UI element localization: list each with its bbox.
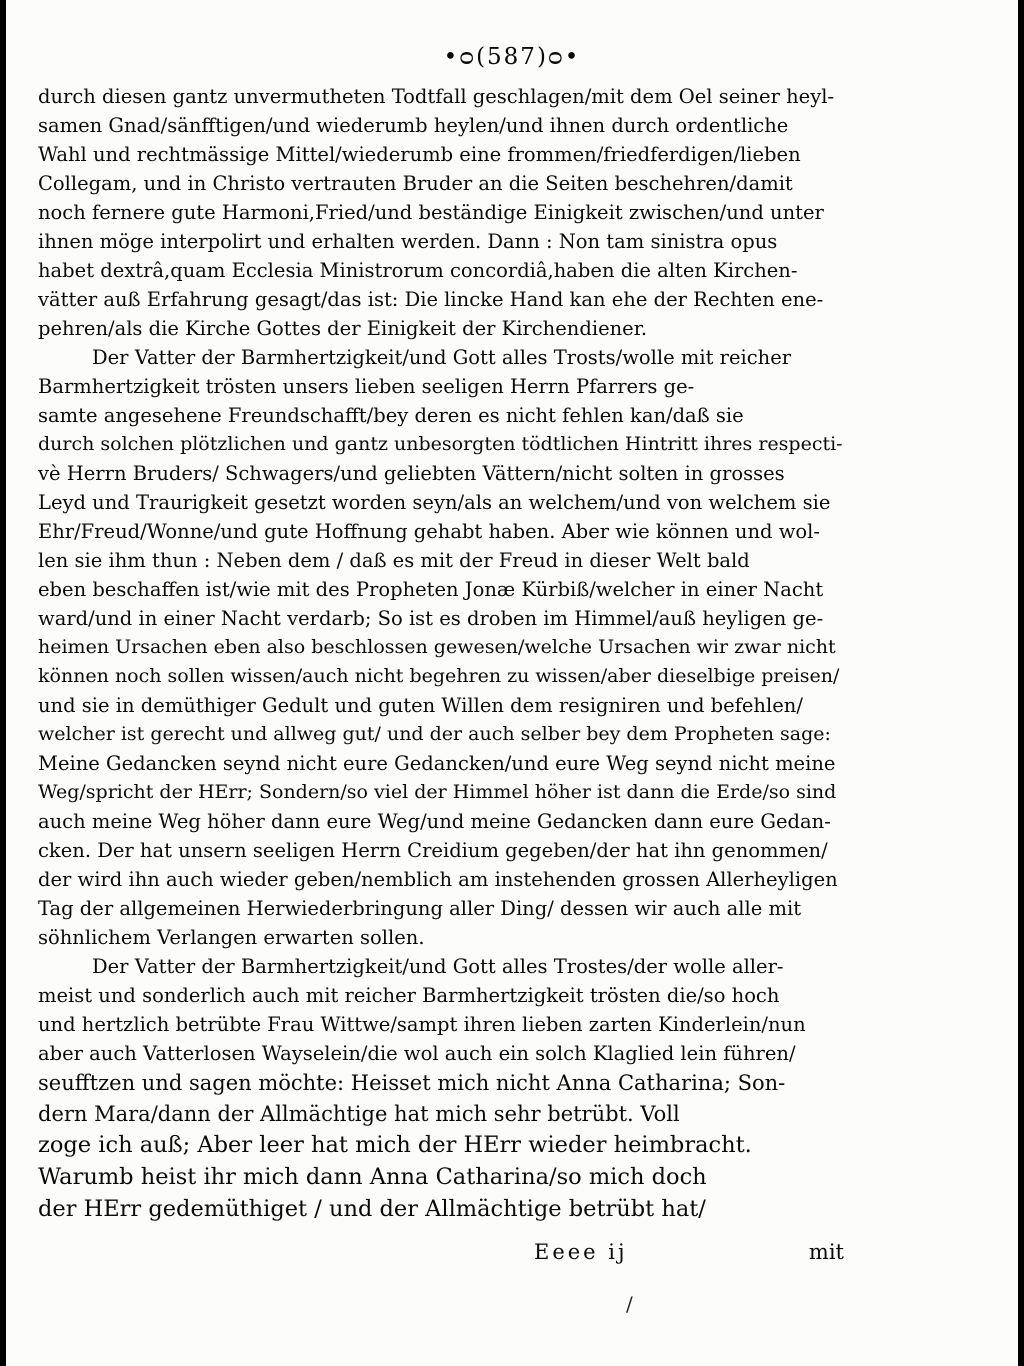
- text-line: auch meine Weg höher dann eure Weg/und meine Gedancken dann eure Gedan-: [38, 810, 831, 833]
- text-line: söhnlichem Verlangen erwarten sollen.: [38, 926, 425, 949]
- text-line: Collegam, und in Christo vertrauten Bruder an die Seiten beschehren/damit: [38, 172, 793, 195]
- text-line: samen Gnad/sänfftigen/und wiederumb heylen/und ihnen durch ordentliche: [38, 114, 789, 137]
- stray-mark: /: [626, 1292, 633, 1316]
- text-line: zoge ich auß; Aber leer hat mich der HErr wieder heimbracht.: [38, 1132, 752, 1158]
- text-line: ihnen möge interpolirt und erhalten werden. Dann : Non tam sinistra opus: [38, 230, 778, 253]
- scan-border-right: [1018, 0, 1024, 1366]
- text-line: vätter auß Erfahrung gesagt/das ist: Die lincke Hand kan ehe der Rechten ene-: [38, 288, 824, 311]
- text-line: Barmhertzigkeit trösten unsers lieben seeligen Herrn Pfarrers ge-: [38, 375, 695, 398]
- text-line: Tag der allgemeinen Herwiederbringung aller Ding/ dessen wir auch alle mit: [38, 897, 802, 920]
- text-line: und sie in demüthiger Gedult und guten Willen dem resigniren und befehlen/: [38, 694, 803, 717]
- text-line: len sie ihm thun : Neben dem / daß es mit der Freud in dieser Welt bald: [38, 549, 750, 572]
- text-line: der HErr gedemüthiget / und der Allmächtige betrübt hat/: [38, 1196, 706, 1222]
- text-line: Weg/spricht der HErr; Sondern/so viel der Himmel höher ist dann die Erde/so sind: [38, 781, 837, 803]
- text-line: Meine Gedancken seynd nicht eure Gedancken/und eure Weg seynd nicht meine: [38, 752, 836, 775]
- text-line: eben beschaffen ist/wie mit des Propheten Jonæ Kürbiß/welcher in einer Nacht: [38, 578, 824, 601]
- text-line: Ehr/Freud/Wonne/und gute Hoffnung gehabt haben. Aber wie können und wol-: [38, 520, 820, 543]
- text-line: dern Mara/dann der Allmächtige hat mich sehr betrübt. Voll: [38, 1101, 680, 1126]
- text-line: Warumb heist ihr mich dann Anna Catharina/so mich doch: [38, 1164, 707, 1190]
- text-line: aber auch Vatterlosen Wayselein/die wol auch ein solch Klaglied lein führen/: [38, 1042, 796, 1065]
- text-line: der wird ihn auch wieder geben/nemblich am instehenden grossen Allerheyligen: [38, 868, 838, 891]
- text-line: vè Herrn Bruders/ Schwagers/und geliebten Vättern/nicht solten in grosses: [38, 462, 785, 485]
- text-line: pehren/als die Kirche Gottes der Einigkeit der Kirchendiener.: [38, 317, 648, 340]
- text-line: ward/und in einer Nacht verdarb; So ist es droben im Himmel/auß heyligen ge-: [38, 607, 824, 630]
- page-number: •ᴑ(587)ᴑ•: [443, 44, 581, 70]
- text-line: Leyd und Traurigkeit gesetzt worden seyn/als an welchem/und von welchem sie: [38, 491, 831, 514]
- signature-mark: Eeee ij: [534, 1240, 628, 1264]
- text-line: können noch sollen wissen/auch nicht begehren zu wissen/aber dieselbige preisen/: [38, 665, 840, 687]
- text-line: welcher ist gerecht und allweg gut/ und der auch selber bey dem Propheten sage:: [38, 723, 831, 745]
- text-line: samte angesehene Freundschafft/bey deren es nicht fehlen kan/daß sie: [38, 404, 744, 427]
- catchword: mit: [808, 1240, 844, 1264]
- text-line: heimen Ursachen eben also beschlossen gewesen/welche Ursachen wir zwar nicht: [38, 636, 836, 658]
- text-line: Wahl und rechtmässige Mittel/wiederumb eine frommen/friedferdigen/lieben: [38, 143, 801, 166]
- text-block: [38, 82, 844, 1225]
- text-line: habet dextrâ,quam Ecclesia Ministrorum concordiâ,haben die alten Kirchen-: [38, 259, 798, 282]
- paragraph-start-line: Der Vatter der Barmhertzigkeit/und Gott alles Trosts/wolle mit reicher: [92, 346, 792, 369]
- page-footer: [38, 1240, 844, 1274]
- text-line: durch solchen plötzlichen und gantz unbesorgten tödtlichen Hintritt ihres respecti-: [38, 433, 843, 455]
- text-line: seufftzen und sagen möchte: Heisset mich nicht Anna Catharina; Son-: [38, 1071, 786, 1095]
- scan-border-left: [0, 0, 6, 1366]
- paragraph-start-line: Der Vatter der Barmhertzigkeit/und Gott alles Trostes/der wolle aller-: [92, 955, 784, 978]
- text-line: noch fernere gute Harmoni,Fried/und beständige Einigkeit zwischen/und unter: [38, 201, 824, 224]
- text-line: und hertzlich betrübte Frau Wittwe/sampt ihren lieben zarten Kinderlein/nun: [38, 1013, 806, 1036]
- text-line: durch diesen gantz unvermutheten Todtfall geschlagen/mit dem Oel seiner heyl-: [38, 85, 835, 108]
- text-line: meist und sonderlich auch mit reicher Barmhertzigkeit trösten die/so hoch: [38, 984, 780, 1007]
- text-line: cken. Der hat unsern seeligen Herrn Creidium gegeben/der hat ihn genommen/: [38, 839, 828, 862]
